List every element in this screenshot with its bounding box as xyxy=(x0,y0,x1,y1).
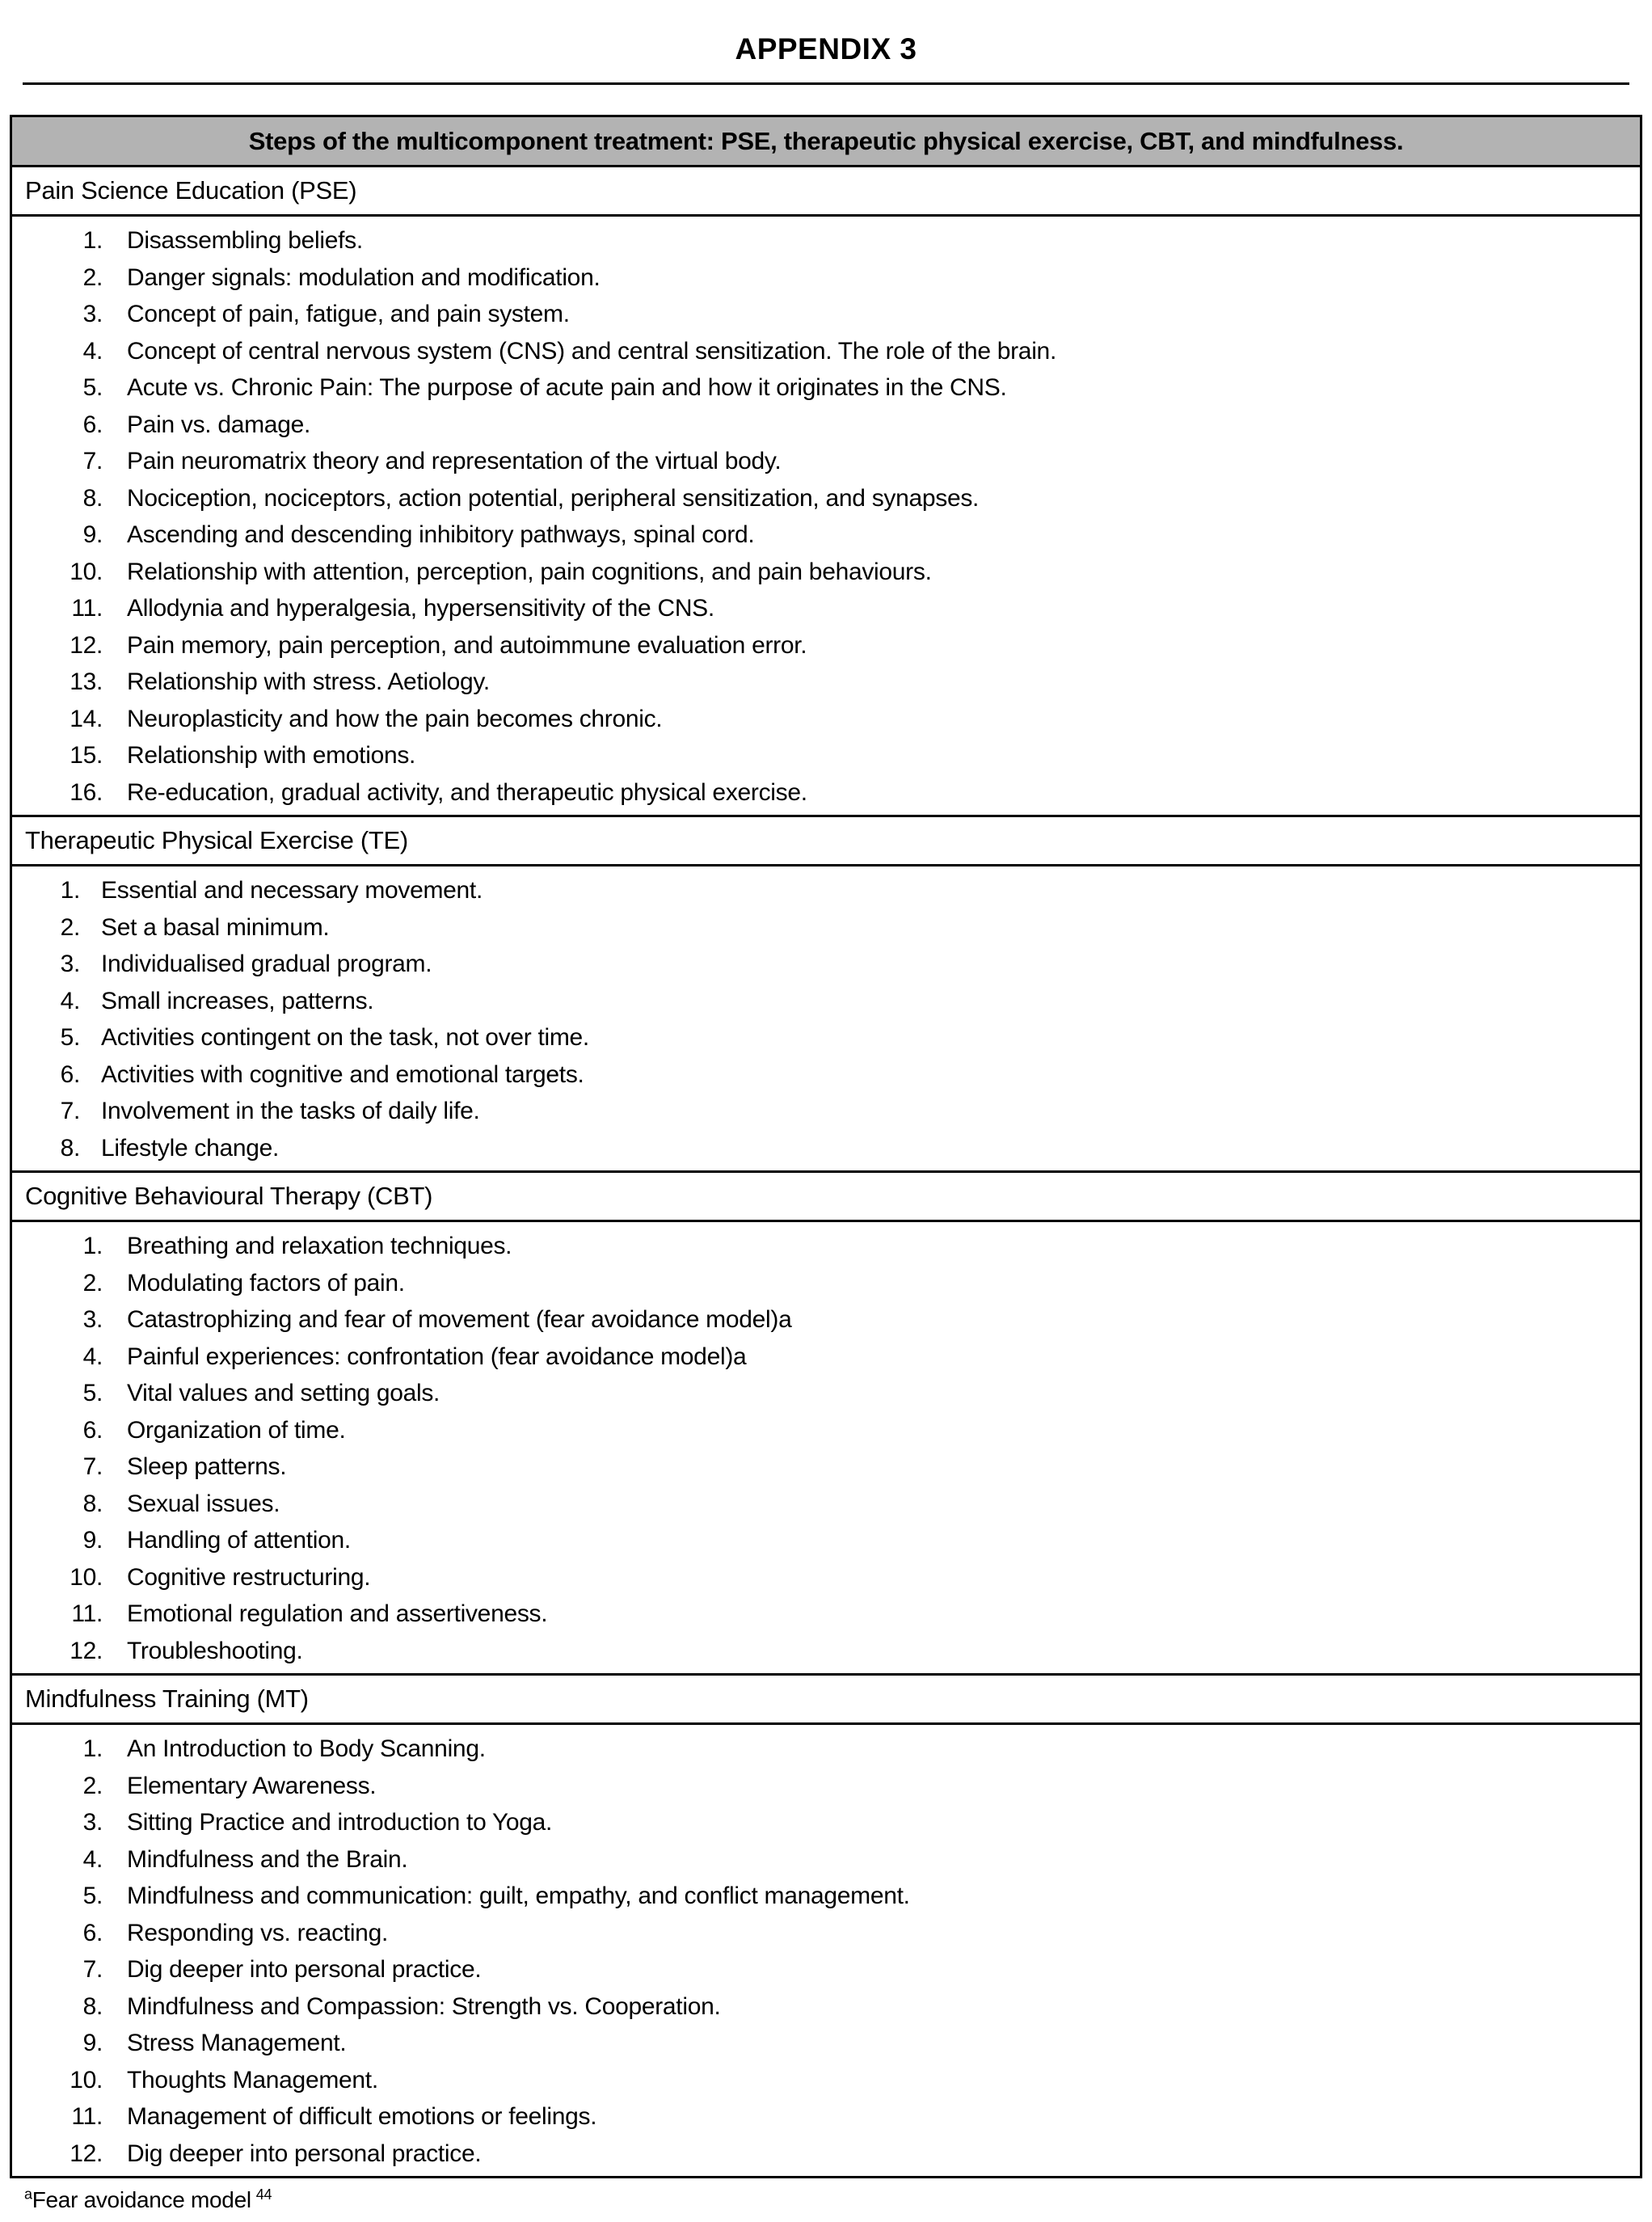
item-text: Troubleshooting. xyxy=(127,1637,303,1664)
item-text: Involvement in the tasks of daily life. xyxy=(101,1098,480,1124)
item-number: 2. xyxy=(82,1269,103,1297)
item-number: 11. xyxy=(71,1600,103,1627)
item-text: Handling of attention. xyxy=(127,1527,351,1554)
item-number: 8. xyxy=(82,484,103,512)
item-number: 5. xyxy=(82,1883,103,1909)
list-item xyxy=(12,369,1640,407)
item-text: Small increases, patterns. xyxy=(101,987,374,1014)
list-item xyxy=(12,1522,1640,1559)
item-number: 3. xyxy=(82,301,103,327)
item-text: Lifestyle change. xyxy=(101,1134,280,1162)
list-item xyxy=(12,1301,1640,1339)
item-number: 8. xyxy=(82,1490,103,1517)
list-item xyxy=(12,2098,1640,2136)
page-title: APPENDIX 3 xyxy=(735,32,917,65)
item-text: Relationship with attention, perception, pain cognitions, and pain behaviours. xyxy=(127,558,932,585)
item-text: Danger signals: modulation and modification. xyxy=(127,264,601,291)
footnote xyxy=(24,2186,1652,2214)
item-text: Mindfulness and communication: guilt, empathy, and conflict management. xyxy=(127,1883,910,1909)
item-text: An Introduction to Body Scanning. xyxy=(127,1735,486,1762)
list-item xyxy=(12,1951,1640,1988)
item-number: 3. xyxy=(82,1809,103,1836)
item-number: 14. xyxy=(70,705,103,732)
item-number: 1. xyxy=(82,1735,103,1762)
item-text: Cognitive restructuring. xyxy=(127,1563,371,1591)
item-number: 10. xyxy=(70,1563,103,1591)
item-text: Catastrophizing and fear of movement (fear avoidance model)a xyxy=(127,1306,792,1333)
item-number: 9. xyxy=(82,521,103,548)
item-text: Mindfulness and the Brain. xyxy=(127,1845,408,1873)
list-item xyxy=(12,1633,1640,1670)
footnote-marker: a xyxy=(24,2186,32,2203)
item-number: 10. xyxy=(70,2066,103,2093)
list-item xyxy=(12,872,1640,909)
item-text: Dig deeper into personal practice. xyxy=(127,1956,482,1983)
item-text: Pain memory, pain perception, and autoimmune evaluation error. xyxy=(127,631,807,659)
list-item xyxy=(12,2136,1640,2173)
list-item xyxy=(12,333,1640,370)
list-item xyxy=(12,1228,1640,1265)
item-text: Organization of time. xyxy=(127,1416,346,1444)
item-number: 4. xyxy=(60,987,80,1014)
footnote-reference: 44 xyxy=(255,2186,272,2203)
item-text: Nociception, nociceptors, action potential, peripheral sensitization, and synapses. xyxy=(127,484,980,512)
item-number: 7. xyxy=(82,448,103,474)
footnote-text: Fear avoidance model xyxy=(32,2187,251,2212)
item-text: Vital values and setting goals. xyxy=(127,1380,440,1406)
item-text: Stress Management. xyxy=(127,2030,347,2056)
item-text: Pain neuromatrix theory and representation of the virtual body. xyxy=(127,448,782,474)
item-number: 1. xyxy=(82,1233,103,1259)
item-number: 12. xyxy=(70,1637,103,1664)
item-text: Responding vs. reacting. xyxy=(127,1919,388,1946)
list-item xyxy=(12,1559,1640,1596)
list-item xyxy=(12,296,1640,333)
item-text: Essential and necessary movement. xyxy=(101,877,483,904)
item-number: 8. xyxy=(82,1992,103,2020)
item-text: Activities with cognitive and emotional targets. xyxy=(101,1060,584,1088)
list-item xyxy=(12,1056,1640,1094)
item-text: Sexual issues. xyxy=(127,1490,280,1517)
item-number: 10. xyxy=(70,558,103,585)
item-number: 1. xyxy=(60,877,80,904)
item-text: Emotional regulation and assertiveness. xyxy=(127,1600,548,1627)
list-item xyxy=(12,1878,1640,1915)
list-item xyxy=(12,1412,1640,1449)
item-number: 4. xyxy=(82,337,103,365)
list-item xyxy=(12,1804,1640,1841)
item-text: Re-education, gradual activity, and therapeutic physical exercise. xyxy=(127,778,807,806)
list-item xyxy=(12,1093,1640,1130)
list-item xyxy=(12,1731,1640,1768)
item-text: Breathing and relaxation techniques. xyxy=(127,1233,512,1259)
item-text: Allodynia and hyperalgesia, hypersensitivity of the CNS. xyxy=(127,595,714,622)
list-item xyxy=(12,1841,1640,1878)
section-title: Mindfulness Training (MT) xyxy=(12,1673,1640,1722)
item-text: Relationship with emotions. xyxy=(127,742,416,769)
table-header: Steps of the multicomponent treatment: PSE, therapeutic physical exercise, CBT, and mindfulness. xyxy=(12,117,1640,165)
item-number: 2. xyxy=(60,913,80,941)
list-item xyxy=(12,2025,1640,2062)
item-number: 2. xyxy=(82,1772,103,1799)
item-number: 3. xyxy=(60,951,80,977)
item-number: 3. xyxy=(82,1306,103,1333)
list-item xyxy=(12,1375,1640,1412)
section-list xyxy=(12,1722,1640,2176)
item-number: 6. xyxy=(82,1919,103,1946)
list-item xyxy=(12,1130,1640,1167)
item-number: 16. xyxy=(70,778,103,806)
section-list xyxy=(12,214,1640,815)
item-number: 13. xyxy=(70,668,103,695)
list-item xyxy=(12,443,1640,480)
list-item xyxy=(12,222,1640,259)
item-number: 5. xyxy=(60,1024,80,1051)
list-item xyxy=(12,1915,1640,1952)
item-number: 6. xyxy=(60,1060,80,1088)
item-number: 11. xyxy=(71,2103,103,2130)
item-text: Activities contingent on the task, not over time. xyxy=(101,1024,589,1051)
list-item xyxy=(12,2062,1640,2099)
list-item xyxy=(12,774,1640,812)
list-item xyxy=(12,554,1640,591)
item-text: Mindfulness and Compassion: Strength vs. Cooperation. xyxy=(127,1992,721,2020)
item-number: 5. xyxy=(82,1380,103,1406)
item-text: Pain vs. damage. xyxy=(127,411,310,438)
list-item xyxy=(12,627,1640,664)
list-item xyxy=(12,946,1640,983)
item-number: 15. xyxy=(70,742,103,769)
list-item xyxy=(12,737,1640,774)
item-text: Relationship with stress. Aetiology. xyxy=(127,668,490,695)
item-text: Concept of central nervous system (CNS) and central sensitization. The role of the brain. xyxy=(127,337,1056,365)
item-text: Concept of pain, fatigue, and pain system. xyxy=(127,301,570,327)
list-item xyxy=(12,701,1640,738)
item-number: 7. xyxy=(82,1956,103,1983)
list-item xyxy=(12,516,1640,554)
list-item xyxy=(12,1265,1640,1302)
section-list xyxy=(12,864,1640,1170)
item-text: Acute vs. Chronic Pain: The purpose of acute pain and how it originates in the CNS. xyxy=(127,374,1007,401)
list-item xyxy=(12,1486,1640,1523)
item-text: Elementary Awareness. xyxy=(127,1772,377,1799)
list-item xyxy=(12,259,1640,297)
list-item xyxy=(12,664,1640,701)
item-number: 6. xyxy=(82,411,103,438)
section-list xyxy=(12,1220,1640,1673)
item-number: 9. xyxy=(82,2030,103,2056)
item-text: Sitting Practice and introduction to Yoga. xyxy=(127,1809,553,1836)
section-title: Therapeutic Physical Exercise (TE) xyxy=(12,815,1640,864)
item-text: Modulating factors of pain. xyxy=(127,1269,405,1297)
item-text: Sleep patterns. xyxy=(127,1453,287,1480)
list-item xyxy=(12,407,1640,444)
item-number: 9. xyxy=(82,1527,103,1554)
item-text: Management of difficult emotions or feelings. xyxy=(127,2103,597,2130)
item-text: Set a basal minimum. xyxy=(101,913,330,941)
list-item xyxy=(12,983,1640,1020)
item-text: Painful experiences: confrontation (fear avoidance model)a xyxy=(127,1343,747,1370)
section-title: Cognitive Behavioural Therapy (CBT) xyxy=(12,1170,1640,1220)
item-number: 6. xyxy=(82,1416,103,1444)
item-number: 7. xyxy=(82,1453,103,1480)
item-text: Individualised gradual program. xyxy=(101,951,432,977)
list-item xyxy=(12,480,1640,517)
section-title: Pain Science Education (PSE) xyxy=(12,165,1640,214)
item-text: Dig deeper into personal practice. xyxy=(127,2140,482,2167)
list-item xyxy=(12,1596,1640,1633)
item-number: 7. xyxy=(60,1098,80,1124)
item-number: 11. xyxy=(71,595,103,622)
item-number: 4. xyxy=(82,1845,103,1873)
list-item xyxy=(12,1768,1640,1805)
treatment-table xyxy=(10,115,1642,2178)
item-number: 2. xyxy=(82,264,103,291)
item-number: 4. xyxy=(82,1343,103,1370)
item-number: 8. xyxy=(60,1134,80,1162)
list-item xyxy=(12,1339,1640,1376)
item-text: Ascending and descending inhibitory pathways, spinal cord. xyxy=(127,521,755,548)
list-item xyxy=(12,1988,1640,2026)
item-text: Neuroplasticity and how the pain becomes chronic. xyxy=(127,705,663,732)
item-number: 12. xyxy=(70,631,103,659)
item-text: Disassembling beliefs. xyxy=(127,227,363,254)
list-item xyxy=(12,1448,1640,1486)
item-number: 12. xyxy=(70,2140,103,2167)
list-item xyxy=(12,1019,1640,1056)
item-number: 1. xyxy=(82,227,103,254)
list-item xyxy=(12,590,1640,627)
title-divider xyxy=(23,82,1629,85)
item-text: Thoughts Management. xyxy=(127,2066,378,2093)
list-item xyxy=(12,909,1640,947)
item-number: 5. xyxy=(82,374,103,401)
